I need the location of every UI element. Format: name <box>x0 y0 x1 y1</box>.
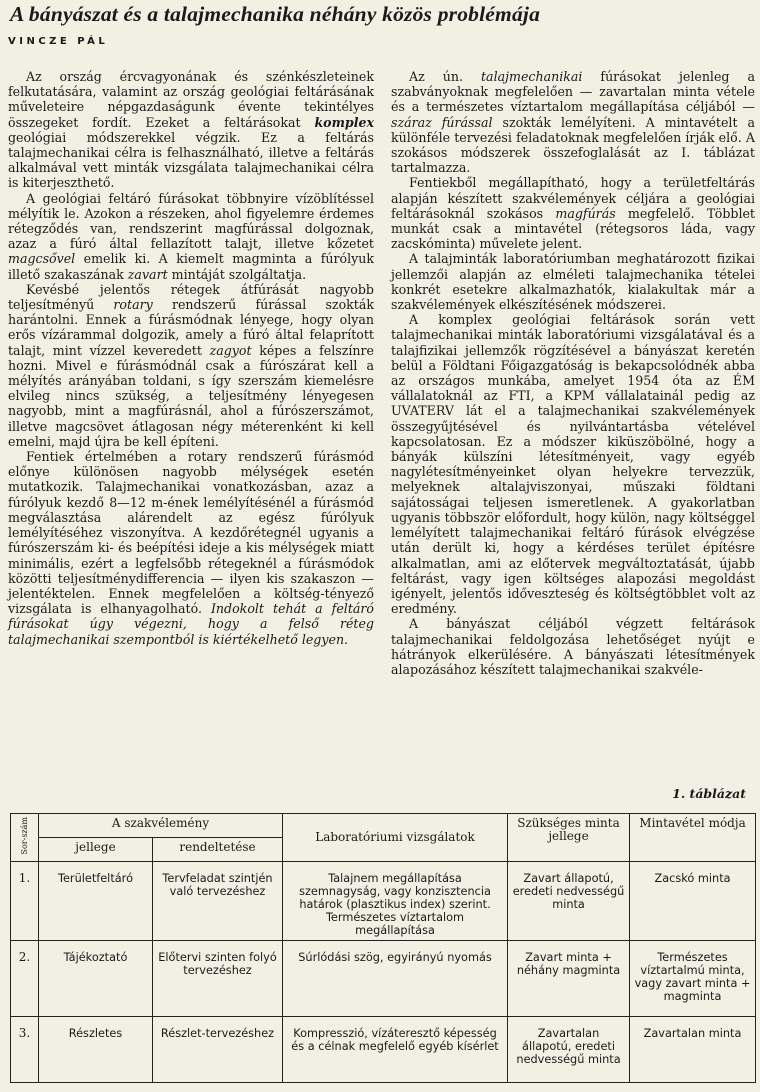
emphasis-italic: rotary <box>113 297 153 313</box>
cell-labor: Kompresszió, vízáteresztő képesség és a célnak megfelelő egyéb kísérlet <box>283 1016 508 1082</box>
cell-mod: Zacskó minta <box>630 861 756 940</box>
text-run: fúrásokat jelenleg a szabványoknak megfelelően — zavartalan minta vétele és a természetes víztartalom megállapítása céljából — <box>391 69 755 115</box>
header-mintavetel: Mintavétel módja <box>630 814 756 862</box>
table-row <box>11 940 756 1016</box>
text-run: mintáját szolgáltatja. <box>167 266 307 282</box>
paragraph <box>8 449 374 647</box>
text-run: Kevésbé jelentős rétegek átfúrását nagyobb teljesítményű <box>8 281 374 313</box>
table-row <box>11 1016 756 1082</box>
cell-jellege: Részletes <box>39 1016 153 1082</box>
row-number: 3. <box>11 1016 39 1082</box>
table-caption: 1. táblázat <box>672 786 746 801</box>
cell-labor: Talajnem megállapítása szemnagyság, vagy konzisztencia határok (plasztikus index) szerint. Természetes víztartalom megállapítása <box>283 861 508 940</box>
paragraph <box>8 282 374 449</box>
emphasis-italic: magcsővel <box>8 251 76 267</box>
left-column <box>8 69 374 647</box>
row-number: 1. <box>11 861 39 940</box>
table-header-row <box>11 814 756 838</box>
paragraph <box>391 312 755 616</box>
header-sor: Sor-szám <box>11 814 39 862</box>
paragraph <box>391 175 755 251</box>
text-run: A komplex geológiai feltárások során vett talajmechanikai minták laboratóriumi vizsgálatával és a talajfizikai jellemzők rögzítésével a bányászat keretén belül a Földtani Főigazgatóság is bekapcsolódnék abba az országos munkába, amelyet 1954 óta az ÉM vállalatoknál az FTI, a KPM vállalatainál pedig az UVATERV lát el a talajmechanikai szakvélemények összegyűjtésével és nyilvántartásba vételével kapcsolatosan. Ez a módszer kiküszöbölné, hogy a bányák külszíni létesítményeit, vagy egyéb nagylétesítményeinket olyan helyekre tervezzük, melyeknek altalajviszonyai, műszaki földtani sajátosságai teljesen ismeretlenek. A gyakorlatban ugyanis többször előfordult, hogy külön, nagy költséggel lemélyített talajmechanikai feltáró fúrások elvégzése után derült ki, hogy a kérdéses terület építésre alkalmatlan, ami az előtervek megváltoztatását, újabb feltárást, vagy igen költséges alapozási megoldást igényelt, jelentős időveszteség és költségtöbblet volt az eredmény. <box>391 312 755 617</box>
paragraph <box>8 69 374 191</box>
text-run: Az ország ércvagyonának és szénkészleteinek felkutatására, valamint az ország geológiai feltárásának műveleteire népgazdaságunk évente tekintélyes összegeket fordít. Ezeket a feltárásokat <box>8 69 374 130</box>
table-row <box>11 861 756 940</box>
paragraph <box>391 616 755 677</box>
cell-mod: Természetes víztartalmú minta, vagy zavart minta + magminta <box>630 940 756 1016</box>
text-run: A talajminták laboratóriumban meghatározott fizikai jellemzői alapján az elméleti talajmechanika tételei konkrét esetekre alkalmazhatók, kialakultak már a szakvélemények elkészítésének módszerei. <box>391 251 755 313</box>
right-column <box>391 69 755 677</box>
emphasis-italic: magfúrás <box>555 205 616 221</box>
header-labor: Laboratóriumi vizsgálatok <box>283 814 508 862</box>
emphasis-italic: zavart <box>127 266 168 282</box>
text-run: megfelelő. Többlet munkát csak a mintavétel (rétegsoros láda, vagy zacskóminta) művelete jelent. <box>391 205 755 252</box>
cell-rendeltetese: Tervfeladat szintjén való tervezéshez <box>153 861 283 940</box>
article-title: A bányászat és a talajmechanika néhány közös problémája <box>10 2 541 26</box>
text-run: Fentiek értelmében a rotary rendszerű fúrásmód előnye különösen nagyobb mélységek esetén mutatkozik. Talajmechanikai vonatkozásban, azaz a fúrólyuk kezdő 8—12 m-ének lemélyítésénél a fúrásmód megválasztása alárendelt az egész fúrólyuk lemélyítéséhez viszonyítva. A kezdőrétegnél ugyanis a fúrószerszám ki- és beépítési ideje a kis mélységek miatt minimális, ezért a legfelsőbb rétegeknél a fúrásmódok közötti teljesítménydifferencia — ilyen kis szakaszon — jelentéktelen. Ennek megfelelően a költség-tényező vizsgálata is elhanyagolható. <box>8 449 374 617</box>
emphasis-italic: zagyot <box>209 342 252 358</box>
text-run: emelik ki. A kiemelt magminta a fúrólyuk illető szakaszának <box>8 251 374 282</box>
cell-jellege: Területfeltáró <box>39 861 153 940</box>
text-run: A bányászat céljából végzett feltárások talajmechanikai feldolgozása lehetőséget nyújt e hátrányok elkerülésére. A bányászati létesítmények alapozásához készített talajmechanikai szakvéle- <box>391 616 755 677</box>
text-run: szokták lemélyíteni. A mintavételt a különféle tervezési feladatoknak megfelelően írják elő. A szokásos módszerek összefoglalását az I. táblázat tartalmazza. <box>391 114 755 176</box>
text-run: geológiai módszerekkel végzik. Ez a feltárás talajmechanikai célra is felhasználható, illetve a feltárás alkalmával vett minták vizsgálata talajmechanikai célra is kiterjeszthető. <box>8 129 374 191</box>
article-author: VINCZE PÁL <box>8 36 109 47</box>
text-run: Az ún. <box>409 69 481 84</box>
text-run: rendszerű fúrással szokták harántolni. Ennek a fúrásmódnak lényege, hogy olyan erős vízárammal dolgozik, amely a fúró által felaprított talajt, mint vízzel keveredett <box>8 297 374 358</box>
emphasis-italic: Indokolt tehát a feltáró fúrásokat úgy végezni, hogy a felső réteg talajmechanikai szempontból is kiértékelhető legyen. <box>8 601 374 647</box>
text-run: Fentiekből megállapítható, hogy a területfeltárás alapján készített szakvélemények céljára a geológiai feltárásoknál szokásos <box>391 175 755 221</box>
emphasis-bold: komplex <box>314 114 374 130</box>
cell-rendeltetese: Előtervi szinten folyó tervezéshez <box>153 940 283 1016</box>
row-number: 2. <box>11 940 39 1016</box>
emphasis-italic: talajmechanikai <box>481 69 583 84</box>
cell-minta: Zavart állapotú, eredeti nedvességű minta <box>508 861 630 940</box>
cell-jellege: Tájékoztató <box>39 940 153 1016</box>
header-rendeltetese: rendeltetése <box>153 837 283 861</box>
header-jellege: jellege <box>39 837 153 861</box>
cell-labor: Súrlódási szög, egyirányú nyomás <box>283 940 508 1016</box>
header-szakvelemeny: A szakvélemény <box>39 814 283 838</box>
cell-mod: Zavartalan minta <box>630 1016 756 1082</box>
paragraph <box>391 69 755 175</box>
cell-rendeltetese: Részlet-tervezéshez <box>153 1016 283 1082</box>
header-szukseges: Szükséges minta jellege <box>508 814 630 862</box>
text-run: képes a felszínre hozni. Mivel e fúrásmódnál csak a fúrószárat kell a mélyítés arányában toldani, s így szerszám kiemelésre elvileg nincs szükség, a teljesítmény lényegesen nagyobb, mint a magfúrásnál, ahol a fúrószerszámot, illetve magcsövet átlagosan négy méterenként ki kell emelni, majd újra be kell építeni. <box>8 342 374 449</box>
emphasis-italic: száraz fúrással <box>391 114 493 130</box>
cell-minta: Zavartalan állapotú, eredeti nedvességű minta <box>508 1016 630 1082</box>
paragraph <box>8 191 374 282</box>
cell-minta: Zavart minta + néhány magminta <box>508 940 630 1016</box>
requirements-table <box>10 813 756 1083</box>
paragraph <box>391 251 755 312</box>
text-run: A geológiai feltáró fúrásokat többnyire vízöblítéssel mélyítik le. Azokon a részeken, ahol figyelemre érdemes rétegződés van, rendszerint magfúrással dolgoznak, azaz a fúró által fellazított talajt, illetve kőzetet <box>8 190 374 252</box>
